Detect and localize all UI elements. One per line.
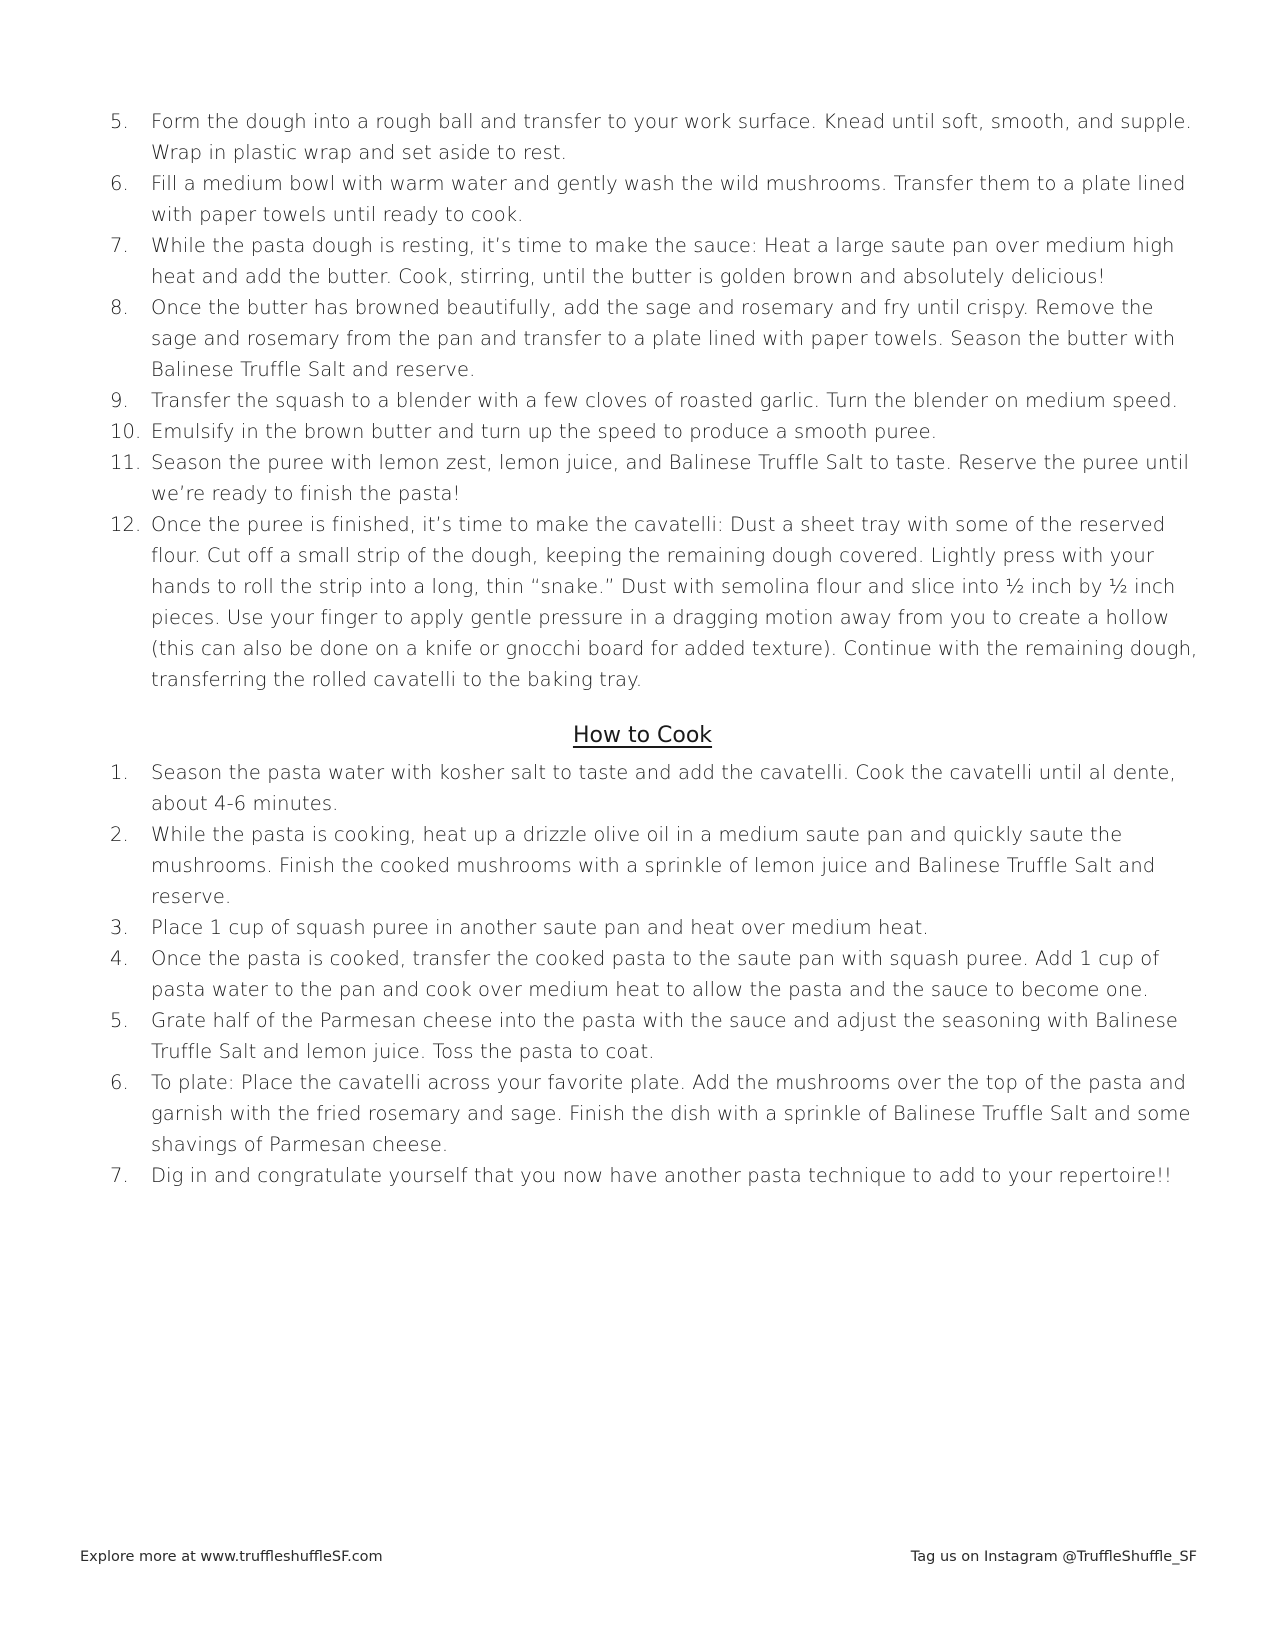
step-number: 6. (110, 1071, 129, 1094)
step-number: 9. (110, 389, 129, 412)
step-text: Dig in and congratulate yourself that you now have another pasta technique to add to your repertoire!! (151, 1164, 1172, 1187)
step-text: Place 1 cup of squash puree in another saute pan and heat over medium heat. (151, 916, 929, 939)
cook-step (110, 1067, 1200, 1160)
step-number: 8. (110, 296, 129, 319)
prep-step (110, 106, 1200, 168)
section-title-how-to-cook: How to Cook (572, 723, 713, 748)
step-text: Transfer the squash to a blender with a few cloves of roasted garlic. Turn the blender on medium speed. (151, 389, 1178, 412)
step-text: To plate: Place the cavatelli across your favorite plate. Add the mushrooms over the top of the pasta and garnish with the fried rosemary and sage. Finish the dish with a sprinkle of Balinese Truffle Salt and some shavings of Parmesan cheese. (151, 1071, 1191, 1156)
step-text: Once the pasta is cooked, transfer the cooked pasta to the saute pan with squash puree. Add 1 cup of pasta water to the pan and cook over medium heat to allow the pasta and the sauce to become one. (151, 947, 1160, 1001)
step-number: 7. (110, 1164, 129, 1187)
step-text: Emulsify in the brown butter and turn up the speed to produce a smooth puree. (151, 420, 938, 443)
footer-website: Explore more at www.truffleshuffleSF.com (80, 1549, 383, 1565)
prep-step (110, 230, 1200, 292)
prep-step (110, 168, 1200, 230)
prep-step (110, 385, 1200, 416)
step-number: 10. (110, 420, 142, 443)
cook-steps-list (110, 757, 1200, 1191)
footer-instagram: Tag us on Instagram @TruffleShuffle_SF (910, 1549, 1197, 1565)
step-number: 4. (110, 947, 129, 970)
prep-step (110, 416, 1200, 447)
prep-steps-list (110, 106, 1200, 695)
step-number: 11. (110, 451, 142, 474)
step-number: 12. (110, 513, 142, 536)
step-text: Once the butter has browned beautifully, add the sage and rosemary and fry until crispy. Remove the sage and rosemary from the pan and transfer to a plate lined with paper towels. Season the butter with Balinese Truffle Salt and reserve. (151, 296, 1176, 381)
step-number: 3. (110, 916, 129, 939)
cook-step (110, 819, 1200, 912)
step-text: Form the dough into a rough ball and transfer to your work surface. Knead until soft, smooth, and supple. Wrap in plastic wrap and set aside to rest. (151, 110, 1192, 164)
step-number: 5. (110, 1009, 129, 1032)
step-text: Fill a medium bowl with warm water and gently wash the wild mushrooms. Transfer them to a plate lined with paper towels until ready to cook. (151, 172, 1186, 226)
step-text: While the pasta dough is resting, it’s time to make the sauce: Heat a large saute pan over medium high heat and add the butter. Cook, stirring, until the butter is golden brown and absolutely delicious! (151, 234, 1175, 288)
step-number: 2. (110, 823, 129, 846)
step-text: Season the pasta water with kosher salt to taste and add the cavatelli. Cook the cavatelli until al dente, about 4-6 minutes. (151, 761, 1176, 815)
prep-step (110, 509, 1200, 695)
step-number: 1. (110, 761, 129, 784)
step-number: 7. (110, 234, 129, 257)
step-number: 6. (110, 172, 129, 195)
step-text: Grate half of the Parmesan cheese into the pasta with the sauce and adjust the seasoning with Balinese Truffle Salt and lemon juice. Toss the pasta to coat. (151, 1009, 1178, 1063)
step-text: While the pasta is cooking, heat up a drizzle olive oil in a medium saute pan and quickly saute the mushrooms. Finish the cooked mushrooms with a sprinkle of lemon juice and Balinese Truffle Salt and reserve. (151, 823, 1156, 908)
cook-step (110, 912, 1200, 943)
step-text: Once the puree is finished, it’s time to make the cavatelli: Dust a sheet tray with some of the reserved flour. Cut off a small strip of the dough, keeping the remaining dough covered. Lightly press with your hands to roll the strip into a long, thin “snake.” Dust with semolina flour and slice into ½ inch by ½ inch pieces. Use your finger to apply gentle pressure in a dragging motion away from you to create a hollow (this can also be done on a knife or gnocchi board for added texture). Continue with the remaining dough, transferring the rolled cavatelli to the baking tray. (151, 513, 1198, 691)
step-number: 5. (110, 110, 129, 133)
cook-step (110, 1160, 1200, 1191)
cook-step (110, 757, 1200, 819)
prep-step (110, 447, 1200, 509)
prep-step (110, 292, 1200, 385)
cook-step (110, 943, 1200, 1005)
cook-step (110, 1005, 1200, 1067)
step-text: Season the puree with lemon zest, lemon juice, and Balinese Truffle Salt to taste. Reserve the puree until we’re ready to finish the pasta! (151, 451, 1189, 505)
